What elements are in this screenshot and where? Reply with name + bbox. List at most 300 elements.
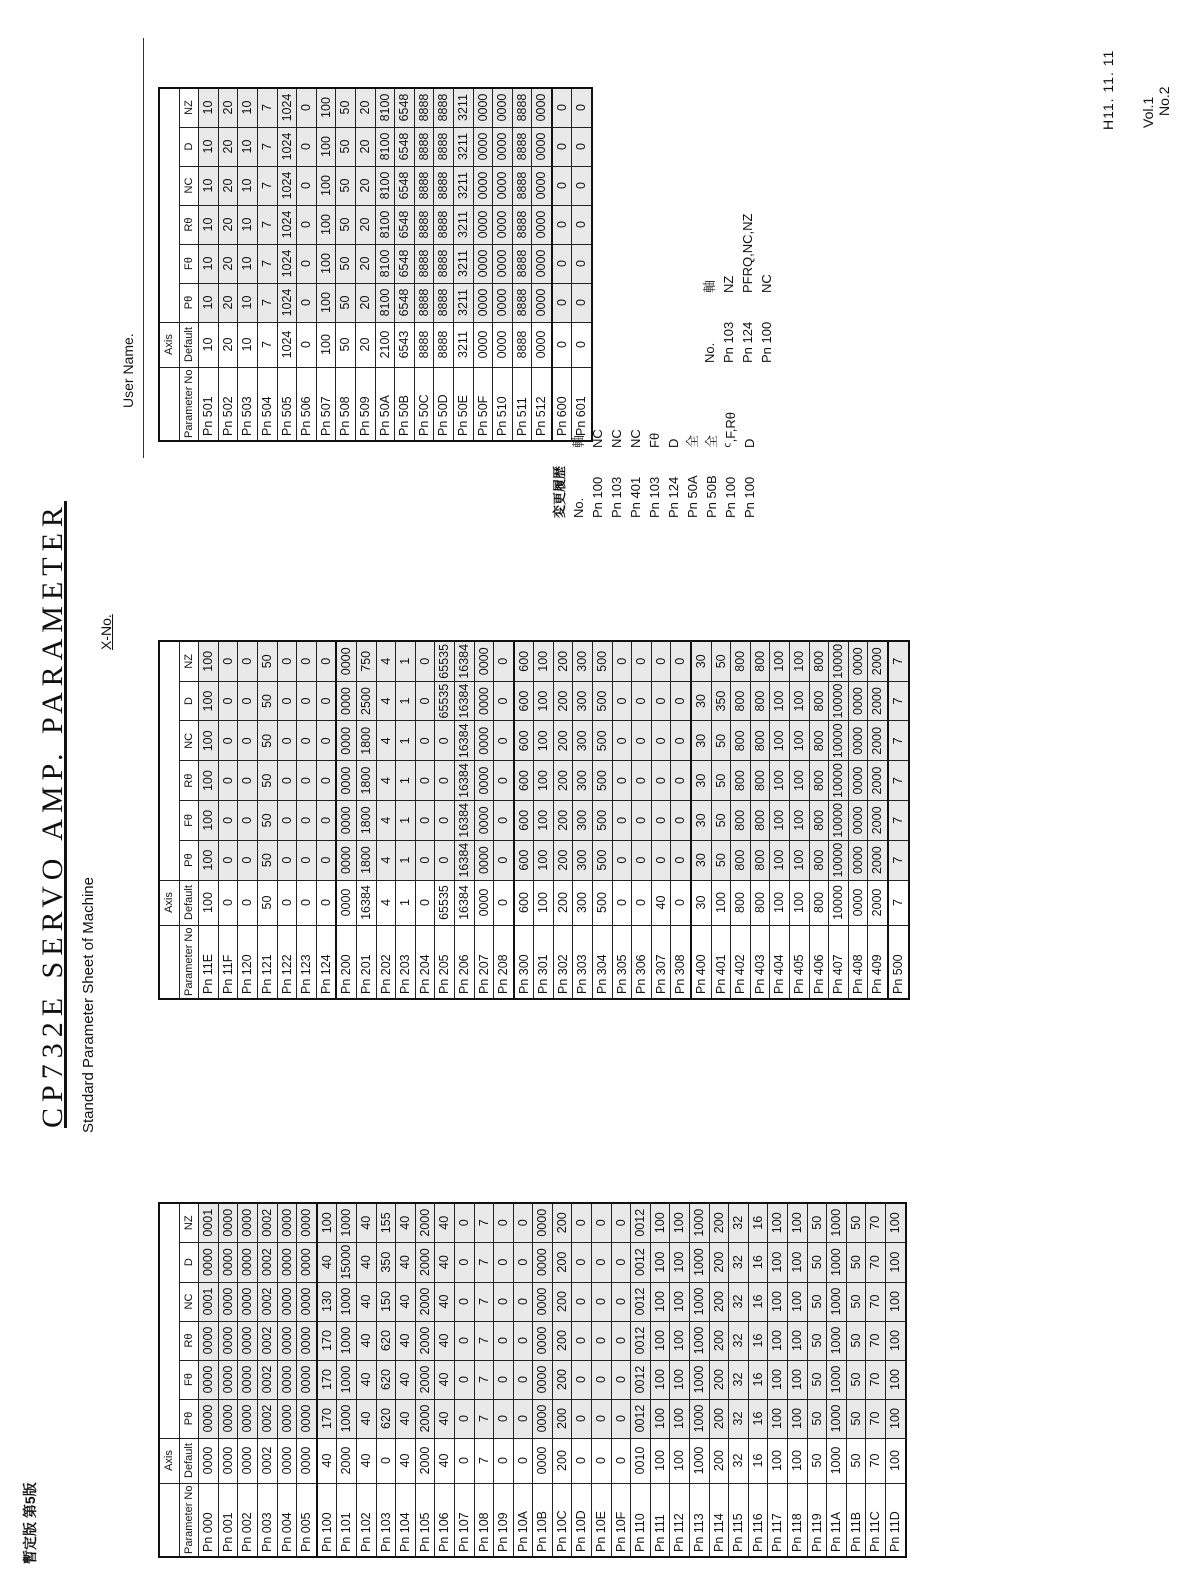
value-cell: 0 [415,681,435,721]
value-cell: 30 [691,641,711,681]
table-row [317,1203,337,1557]
value-cell: 0 [552,166,572,205]
value-cell: 200 [552,1360,572,1399]
default-header: Default [179,880,199,925]
default-cell: 2000 [337,1438,357,1483]
value-cell: 100 [650,1321,670,1360]
value-cell: 0000 [238,1360,258,1399]
value-cell: 0000 [277,1203,297,1243]
table-row [592,1203,612,1557]
value-cell: 1000 [337,1399,357,1438]
value-cell: 0 [415,761,435,801]
value-cell: 200 [553,681,573,721]
value-cell: 100 [534,761,554,801]
value-cell: 50 [807,1203,827,1243]
param-no-cell: Pn 306 [632,925,652,999]
value-cell: 300 [573,721,593,761]
value-cell: 40 [356,1203,376,1243]
value-cell: 0 [572,166,592,205]
history-param: Pn 50A [685,475,700,518]
value-cell: 50 [846,1282,866,1321]
table-row [238,641,258,999]
default-cell: 0 [415,880,435,925]
param-no-cell: Pn 11B [846,1483,866,1557]
value-cell: 50 [807,1360,827,1399]
value-cell: 0 [592,1203,612,1243]
value-cell: 2000 [868,681,888,721]
default-cell: 0 [218,880,238,925]
default-cell: 0 [513,1438,533,1483]
value-cell: 70 [866,1360,886,1399]
default-cell: 0000 [297,1438,317,1483]
default-cell: 40 [396,1438,416,1483]
value-cell: 8888 [414,88,434,128]
value-cell: 0 [238,641,258,681]
default-cell: 0000 [218,1438,238,1483]
history-axis: ᑦ,F,Rθ [723,412,738,448]
default-cell: 8888 [414,322,434,367]
default-cell: 100 [650,1438,670,1483]
value-cell: 100 [670,1282,690,1321]
value-cell: 0000 [336,721,356,761]
table-row [513,1203,533,1557]
value-cell: 0000 [493,166,513,205]
default-cell: 100 [711,880,731,925]
value-cell: 2000 [415,1282,435,1321]
value-cell: 50 [336,205,356,244]
value-cell: 100 [650,1282,670,1321]
table-row [257,88,277,441]
value-cell: 0 [671,721,691,761]
table-row [572,1203,592,1557]
value-cell: 0012 [631,1321,651,1360]
value-cell: 3211 [453,283,473,322]
value-cell: 0 [632,800,652,840]
param-no-cell: Pn 308 [671,925,691,999]
value-cell: 0 [415,800,435,840]
value-cell: 200 [552,1203,572,1243]
value-cell: 100 [199,840,219,880]
value-cell: 100 [670,1203,690,1243]
value-cell: 100 [788,1203,808,1243]
value-cell: 40 [396,1203,416,1243]
value-cell: 500 [593,840,613,880]
value-cell: 0 [671,761,691,801]
value-cell: 100 [770,721,790,761]
value-cell: 155 [376,1203,396,1243]
value-cell: 10 [238,205,258,244]
table-row [572,88,592,441]
value-cell: 20 [218,88,238,128]
value-cell: 800 [809,721,829,761]
param-no-cell: Pn 207 [474,925,494,999]
param-no-cell: Pn 105 [415,1483,435,1557]
param-no-cell: Pn 503 [238,367,258,441]
table-row [355,88,375,441]
value-cell: 0001 [199,1203,219,1243]
param-no-header: Parameter No [179,367,199,441]
value-cell: 40 [396,1242,416,1282]
value-cell: 0000 [277,1321,297,1360]
value-cell: 800 [750,761,770,801]
param-no-cell: Pn 408 [848,925,868,999]
default-cell: 3211 [453,322,473,367]
value-cell: 0000 [848,840,868,880]
value-cell: 100 [788,1399,808,1438]
value-cell: 800 [809,681,829,721]
value-cell: 8100 [375,283,395,322]
value-cell: 7 [257,166,277,205]
page-title: CP732E SERVO AMP. PARAMETER [36,501,69,1128]
param-no-cell: Pn 504 [257,367,277,441]
value-cell: 20 [218,166,238,205]
value-cell: 0 [277,721,297,761]
value-cell: 0 [651,840,671,880]
default-cell: 7 [257,322,277,367]
history-param: Pn 103 [721,321,736,363]
value-cell: 100 [534,800,554,840]
value-cell: 100 [885,1242,905,1282]
default-cell: 0 [238,880,258,925]
default-cell: 100 [768,1438,788,1483]
value-cell: 100 [316,283,336,322]
value-cell: 0000 [473,166,493,205]
axis-spacer [159,88,179,323]
value-cell: 1 [396,681,416,721]
value-cell: 2000 [868,800,888,840]
value-cell: 40 [435,1399,455,1438]
table-row [297,1203,317,1557]
value-cell: 7 [257,244,277,283]
param-no-cell: Pn 505 [277,367,297,441]
value-cell: 50 [336,283,356,322]
value-cell: 8100 [375,244,395,283]
value-cell: 32 [729,1399,749,1438]
value-cell: 7 [888,641,909,681]
table-row [512,88,532,441]
value-cell: 150 [376,1282,396,1321]
value-cell: 3211 [453,166,473,205]
value-cell: 100 [885,1203,905,1243]
value-cell: 0 [435,800,455,840]
default-cell: 50 [807,1438,827,1483]
value-cell: 0000 [218,1242,238,1282]
value-cell: 0000 [199,1242,219,1282]
value-cell: 15000 [337,1242,357,1282]
value-cell: 300 [573,800,593,840]
default-cell: 8888 [512,322,532,367]
default-cell: 0 [632,880,652,925]
value-cell: 0 [238,840,258,880]
param-no-cell: Pn 004 [277,1483,297,1557]
axis-header: Axis [159,322,179,367]
value-cell: 0 [494,1203,514,1243]
history-row [569,412,588,518]
value-cell: 0000 [848,681,868,721]
history-axis: 全 [704,434,719,448]
value-cell: 8888 [434,127,454,166]
value-cell: 0000 [533,1203,553,1243]
value-cell: 1000 [827,1321,847,1360]
table-row [750,641,770,999]
value-cell: 0000 [532,88,552,128]
default-cell: 0000 [532,322,552,367]
value-cell: 0 [513,1242,533,1282]
value-cell: 0002 [257,1242,277,1282]
value-cell: 0012 [631,1360,651,1399]
value-cell: 0 [611,1360,631,1399]
value-cell: 0 [316,721,336,761]
value-cell: 0 [572,88,592,128]
value-cell: 8888 [414,283,434,322]
value-cell: 100 [770,800,790,840]
value-cell: 1000 [690,1203,710,1243]
value-cell: 0 [592,1399,612,1438]
value-cell: 20 [218,205,238,244]
table-row [435,641,455,999]
value-cell: 0 [612,721,632,761]
value-cell: 7 [257,127,277,166]
value-cell: 0000 [493,205,513,244]
value-cell: 70 [866,1282,886,1321]
default-cell: 0010 [631,1438,651,1483]
value-cell: 0000 [199,1360,219,1399]
value-cell: 1000 [690,1242,710,1282]
value-cell: 8888 [512,283,532,322]
value-cell: 100 [199,721,219,761]
value-cell: 600 [514,721,534,761]
param-no-cell: Pn 110 [631,1483,651,1557]
value-cell: 100 [790,761,810,801]
history-row [719,214,738,363]
value-cell: 800 [809,840,829,880]
value-cell: 50 [846,1399,866,1438]
table-row [494,1203,514,1557]
value-cell: 0000 [474,681,494,721]
value-cell: 0 [513,1282,533,1321]
history-row [740,412,759,518]
history-row [738,214,757,363]
value-cell: 0 [592,1360,612,1399]
value-cell: 40 [435,1360,455,1399]
table-row [218,641,238,999]
value-cell: 0 [454,1399,474,1438]
param-no-cell: Pn 10B [533,1483,553,1557]
param-no-cell: Pn 509 [355,367,375,441]
value-cell: 800 [731,641,751,681]
value-cell: 100 [790,641,810,681]
value-cell: 350 [376,1242,396,1282]
history-left-list [569,412,759,518]
param-no-cell: Pn 120 [238,925,258,999]
value-cell: 4 [376,761,396,801]
value-cell: 100 [199,681,219,721]
param-no-cell: Pn 300 [514,925,534,999]
param-no-cell: Pn 104 [396,1483,416,1557]
default-cell: 0 [494,1438,514,1483]
value-cell: 1800 [356,761,376,801]
default-cell: 0 [611,1438,631,1483]
value-cell: 100 [534,721,554,761]
value-cell: 1000 [337,1321,357,1360]
value-cell: 100 [770,641,790,681]
param-no-cell: Pn 108 [474,1483,494,1557]
value-cell: 7 [888,840,909,880]
param-no-cell: Pn 204 [415,925,435,999]
axis-col-header: NZ [179,641,199,681]
table-row [868,641,888,999]
table-row [474,641,494,999]
value-cell: 0000 [277,1399,297,1438]
value-cell: 7 [474,1360,494,1399]
no-label: No.2 [1156,86,1172,116]
value-cell: 0000 [493,88,513,128]
default-cell: 16384 [356,880,376,925]
value-cell: 7 [474,1203,494,1243]
param-no-cell: Pn 400 [691,925,711,999]
value-cell: 3211 [453,127,473,166]
history-param: Pn 100 [723,476,738,518]
value-cell: 100 [316,88,336,128]
history-axis: D [742,438,757,448]
value-cell: 70 [866,1203,886,1243]
param-no-cell: Pn 406 [809,925,829,999]
value-cell: 0000 [238,1282,258,1321]
value-cell: 1000 [337,1360,357,1399]
value-cell: 1800 [356,721,376,761]
default-cell: 1000 [690,1438,710,1483]
default-cell: 30 [691,880,711,925]
value-cell: 0 [454,1360,474,1399]
value-cell: 8888 [434,283,454,322]
version-tag: 暫定版 第5版 [22,1482,38,1564]
value-cell: 100 [768,1360,788,1399]
default-cell: 100 [788,1438,808,1483]
value-cell: 0 [494,840,514,880]
table-row [376,641,396,999]
param-no-cell: Pn 122 [277,925,297,999]
value-cell: 7 [257,88,277,128]
value-cell: 1000 [827,1282,847,1321]
value-cell: 0012 [631,1282,651,1321]
history-axis: NC [628,429,643,448]
default-cell: 70 [866,1438,886,1483]
value-cell: 0 [671,641,691,681]
value-cell: 16 [748,1321,768,1360]
change-history-right [700,214,776,363]
default-cell: 0 [592,1438,612,1483]
table-row [336,88,356,441]
table-row [612,641,632,999]
table-row [788,1203,808,1557]
value-cell: 800 [731,800,751,840]
value-cell: 40 [356,1399,376,1438]
table-row [277,1203,297,1557]
value-cell: 4 [376,681,396,721]
value-cell: 0000 [474,641,494,681]
value-cell: 100 [768,1321,788,1360]
value-cell: 0000 [277,1360,297,1399]
value-cell: 0000 [848,761,868,801]
value-cell: 0000 [473,205,493,244]
value-cell: 8888 [414,205,434,244]
table-row [238,1203,258,1557]
table-row [650,1203,670,1557]
value-cell: 2000 [415,1203,435,1243]
param-no-cell: Pn 11E [199,925,219,999]
value-cell: 10 [238,244,258,283]
value-cell: 10 [199,205,219,244]
value-cell: 600 [514,681,534,721]
value-cell: 8888 [414,127,434,166]
value-cell: 0 [612,681,632,721]
value-cell: 2000 [868,840,888,880]
value-cell: 8888 [414,244,434,283]
value-cell: 50 [846,1203,866,1243]
value-cell: 200 [552,1242,572,1282]
value-cell: 0000 [297,1321,317,1360]
default-cell: 40 [317,1438,337,1483]
history-param: No. [571,497,586,518]
value-cell: 0000 [533,1360,553,1399]
value-cell: 800 [750,721,770,761]
value-cell: 0 [415,721,435,761]
value-cell: 10000 [829,761,849,801]
blank-header [159,925,179,999]
value-cell: 200 [709,1282,729,1321]
value-cell: 100 [670,1360,690,1399]
value-cell: 8100 [375,127,395,166]
value-cell: 300 [573,840,593,880]
value-cell: 0 [277,641,297,681]
value-cell: 32 [729,1203,749,1243]
value-cell: 50 [336,88,356,128]
value-cell: 100 [788,1282,808,1321]
value-cell: 100 [650,1203,670,1243]
value-cell: 8888 [512,205,532,244]
value-cell: 0 [611,1242,631,1282]
value-cell: 0 [671,800,691,840]
value-cell: 0 [316,761,336,801]
value-cell: 0000 [532,283,552,322]
history-axis: 全 [685,434,700,448]
value-cell: 1000 [827,1360,847,1399]
value-cell: 32 [729,1282,749,1321]
param-no-cell: Pn 10F [611,1483,631,1557]
param-no-cell: Pn 511 [512,367,532,441]
value-cell: 0000 [199,1321,219,1360]
date-label: H11. 11. 11 [1100,49,1116,130]
default-cell: 0000 [474,880,494,925]
table-row [866,1203,886,1557]
value-cell: 0000 [848,641,868,681]
default-cell: 16 [748,1438,768,1483]
value-cell: 7 [257,205,277,244]
value-cell: 7 [474,1399,494,1438]
value-cell: 16384 [454,641,474,681]
value-cell: 3211 [453,205,473,244]
param-no-cell: Pn 402 [731,925,751,999]
value-cell: 800 [750,840,770,880]
value-cell: 200 [553,761,573,801]
value-cell: 50 [336,166,356,205]
value-cell: 2000 [868,721,888,761]
value-cell: 0 [277,840,297,880]
value-cell: 1800 [356,800,376,840]
value-cell: 50 [807,1242,827,1282]
history-row [645,412,664,518]
value-cell: 70 [866,1321,886,1360]
